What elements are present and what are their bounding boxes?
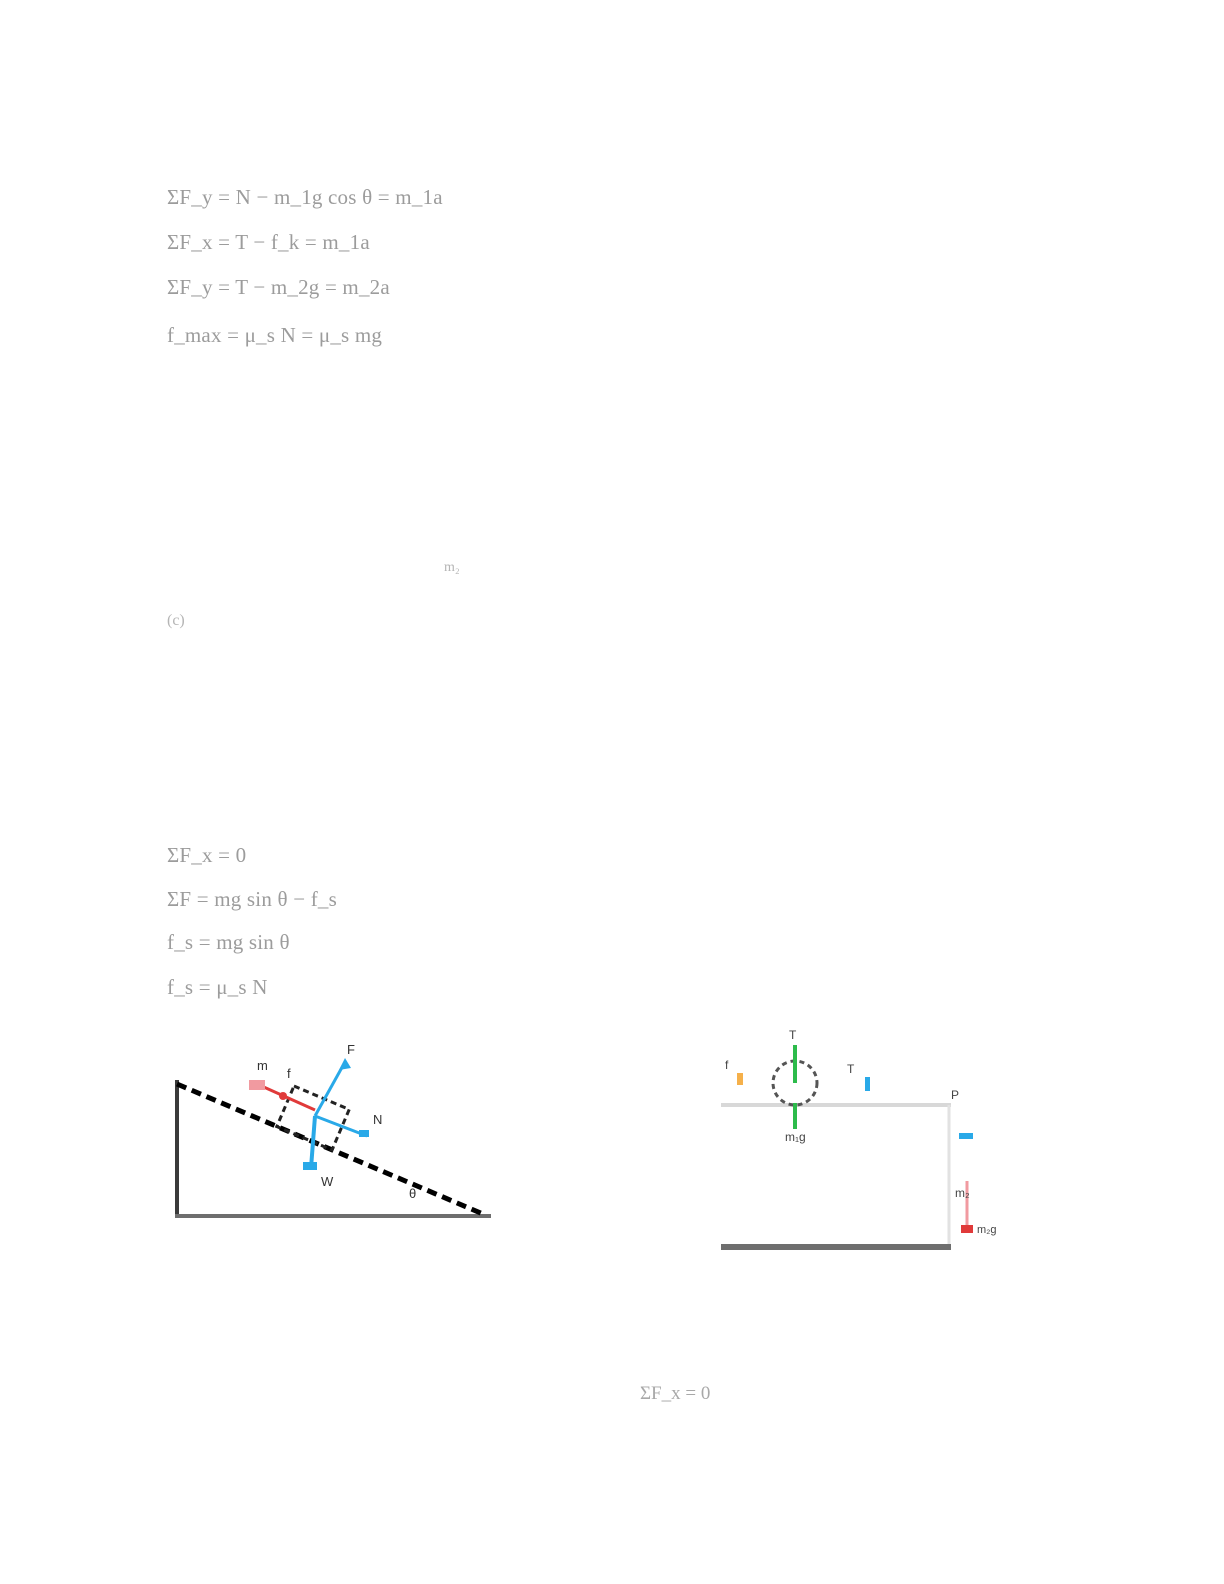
label-m2g: m₂g [977, 1224, 997, 1236]
incline-diagram [165, 1040, 505, 1230]
friction-arrow [737, 1073, 743, 1085]
label-P: P [951, 1088, 960, 1102]
label-F: F [347, 1042, 355, 1057]
part-label: (c) [167, 612, 185, 629]
normal-force-arrow [315, 1062, 345, 1116]
label-f: f [287, 1066, 291, 1081]
arrow-head-icon [339, 1058, 351, 1070]
friction-arrow-head [249, 1080, 265, 1090]
weight-arrow-head [303, 1162, 317, 1170]
mass-label: m₂ [444, 560, 460, 575]
label-T-up: T [789, 1028, 797, 1042]
equation-line: ΣF_y = N − m_1g cos θ = m_1a [167, 185, 443, 209]
label-theta: θ [409, 1186, 417, 1201]
equation-line: ΣF_x = T − f_k = m_1a [167, 230, 370, 254]
label-m: m [257, 1058, 268, 1073]
equation-line: f_s = mg sin θ [167, 930, 290, 954]
incline-slope [177, 1084, 483, 1214]
tension-marker [865, 1077, 870, 1091]
equation-line: f_s = μ_s N [167, 975, 268, 999]
weight-arrow [311, 1116, 315, 1168]
label-T: T [847, 1062, 855, 1076]
equation-line: ΣF_x = 0 [167, 843, 247, 867]
equation-line: ΣF_y = T − m_2g = m_2a [167, 275, 390, 299]
friction-marker [279, 1092, 287, 1100]
label-m2: m₂ [955, 1186, 970, 1200]
label-weight: m₁g [785, 1130, 806, 1144]
tension-marker-right [959, 1133, 973, 1139]
equation-line: ΣF = mg sin θ − f_s [167, 887, 337, 911]
equation-line: f_max = μ_s N = μ_s mg [167, 323, 383, 347]
label-W: W [321, 1174, 334, 1189]
label-f: f [725, 1058, 729, 1072]
footer-equation: ΣF_x = 0 [640, 1383, 711, 1404]
table-pulley-diagram [715, 1025, 1005, 1260]
label-N: N [373, 1112, 383, 1127]
hanging-arrow-head [961, 1225, 973, 1233]
component-arrow-head [359, 1130, 369, 1137]
